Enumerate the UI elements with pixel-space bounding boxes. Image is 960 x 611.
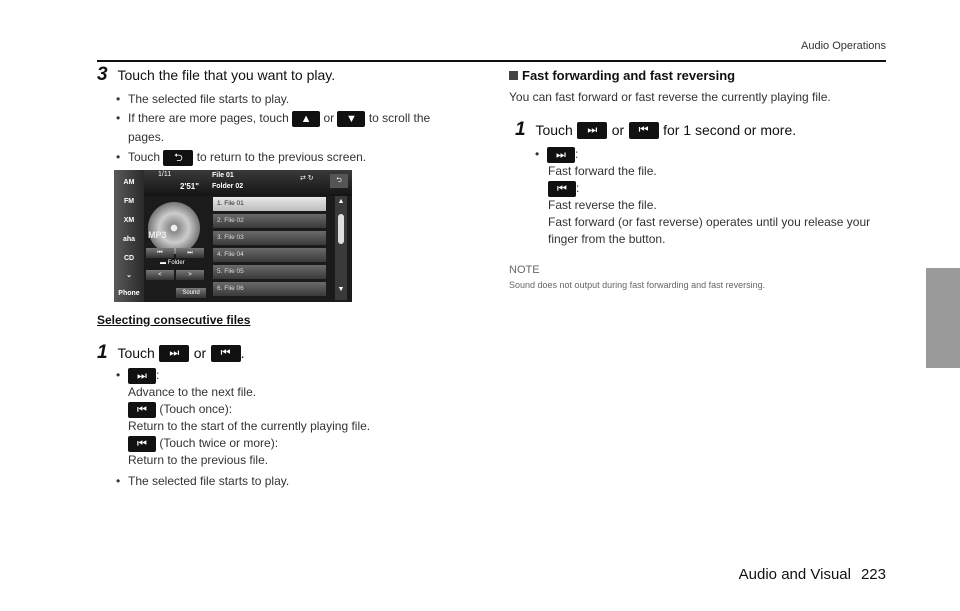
hold-line-2: finger from the button. xyxy=(548,232,666,246)
section-tab xyxy=(926,268,960,368)
source-xm-button[interactable]: XM xyxy=(123,217,135,224)
folder-label: ▬ Folder xyxy=(160,260,185,266)
list-down-icon[interactable]: ▼ xyxy=(337,286,345,293)
ff-desc: Fast forward the file. xyxy=(548,164,657,178)
source-phone-button[interactable]: Phone xyxy=(118,290,140,297)
file-row[interactable]: 4. File 04 xyxy=(213,248,326,262)
header-rule xyxy=(97,60,886,62)
next-track-button[interactable]: ⏭ xyxy=(176,248,204,258)
source-cd-button[interactable]: CD xyxy=(123,255,135,262)
scroll-up-icon: ▲ xyxy=(292,111,320,127)
next-desc: Advance to the next file. xyxy=(128,385,257,399)
source-aha-button[interactable]: aha xyxy=(122,236,136,243)
step-number: 3 xyxy=(97,64,108,85)
prev-once: ⏮ (Touch once): xyxy=(128,401,232,418)
next-file-icon: ⏭ xyxy=(128,368,156,384)
disc-icon xyxy=(148,202,200,254)
sound-button[interactable]: Sound xyxy=(176,288,206,298)
step-title: Touch the file that you want to play. xyxy=(117,67,336,83)
page-number: 223 xyxy=(860,566,886,583)
step-3 xyxy=(97,64,335,86)
footer-title: Audio and Visual xyxy=(738,566,851,583)
fast-reverse-icon: ⏮ xyxy=(548,181,576,197)
device-screenshot xyxy=(114,170,352,302)
list-up-icon[interactable]: ▲ xyxy=(337,198,345,205)
rev-bullet: ⏮ : xyxy=(548,180,579,197)
prev-track-button[interactable]: ⏮ xyxy=(146,248,174,258)
folder-name: Folder 02 xyxy=(212,183,244,190)
source-more-button[interactable]: ⌄ xyxy=(126,272,132,279)
source-fm-button[interactable]: FM xyxy=(123,198,135,205)
prev-file-icon: ⏮ xyxy=(211,345,241,362)
note-text: Sound does not output during fast forwarding and fast reversing. xyxy=(509,280,766,290)
file-name: File 01 xyxy=(212,172,234,179)
rev-desc: Fast reverse the file. xyxy=(548,198,657,212)
square-bullet-icon xyxy=(509,71,518,80)
fast-reverse-icon: ⏮ xyxy=(629,122,659,139)
elapsed-time: 2'51" xyxy=(180,182,200,191)
bullet-return: • Touch ⮌ to return to the previous screen. xyxy=(116,150,367,164)
running-header: Audio Operations xyxy=(801,40,886,52)
next-bullet: • ⏭ : xyxy=(116,368,160,382)
note-label: NOTE xyxy=(509,264,540,276)
next-file-icon: ⏭ xyxy=(159,345,189,362)
prev-file-icon: ⏮ xyxy=(128,436,156,452)
section-intro: You can fast forward or fast reverse the currently playing file. xyxy=(509,90,831,104)
return-icon: ⮌ xyxy=(163,150,193,166)
bullet-scroll-cont: pages. xyxy=(128,130,165,144)
bullet-starts: • The selected file starts to play. xyxy=(116,92,290,106)
scroll-thumb[interactable] xyxy=(338,214,344,244)
fast-forward-icon: ⏭ xyxy=(577,122,607,139)
folder-next-button[interactable]: > xyxy=(176,270,204,280)
bullet-scroll: • If there are more pages, touch ▲ or ▼ to scroll the xyxy=(116,111,431,125)
mp3-label: MP3 xyxy=(148,230,167,240)
folder-prev-button[interactable]: < xyxy=(146,270,174,280)
back-icon[interactable]: ⮌ xyxy=(330,174,348,188)
subsection-heading: Selecting consecutive files xyxy=(97,313,251,327)
file-row[interactable]: 6. File 06 xyxy=(213,282,326,296)
prev-twice-desc: Return to the previous file. xyxy=(128,453,269,467)
source-am-button[interactable]: AM xyxy=(123,179,135,186)
prev-twice: ⏮ (Touch twice or more): xyxy=(128,435,278,452)
page-indicator: 1/11 xyxy=(158,171,172,178)
shuffle-repeat-icon[interactable]: ⇄ ↻ xyxy=(300,175,314,182)
prev-file-icon: ⏮ xyxy=(128,402,156,418)
ff-step-1: 1 Touch ⏭ or ⏮ for 1 second or more. xyxy=(515,119,797,140)
scroll-down-icon: ▼ xyxy=(337,111,365,127)
ff-bullet: • ⏭ : xyxy=(535,147,579,161)
bullet-starts-2: • The selected file starts to play. xyxy=(116,474,290,488)
section-title: Fast forwarding and fast reversing xyxy=(509,68,735,83)
file-row[interactable]: 2. File 02 xyxy=(213,214,326,228)
file-row[interactable]: 5. File 05 xyxy=(213,265,326,279)
fast-forward-icon: ⏭ xyxy=(547,147,575,163)
page-footer xyxy=(739,566,886,583)
hold-line-1: Fast forward (or fast reverse) operates until you release your xyxy=(548,215,871,229)
prev-once-desc: Return to the start of the currently playing file. xyxy=(128,419,371,433)
list-scrollbar[interactable] xyxy=(335,196,347,300)
file-row[interactable]: 1. File 01 xyxy=(213,197,326,211)
consecutive-step-1: 1 Touch ⏭ or ⏮ . xyxy=(97,342,245,363)
file-row[interactable]: 3. File 03 xyxy=(213,231,326,245)
